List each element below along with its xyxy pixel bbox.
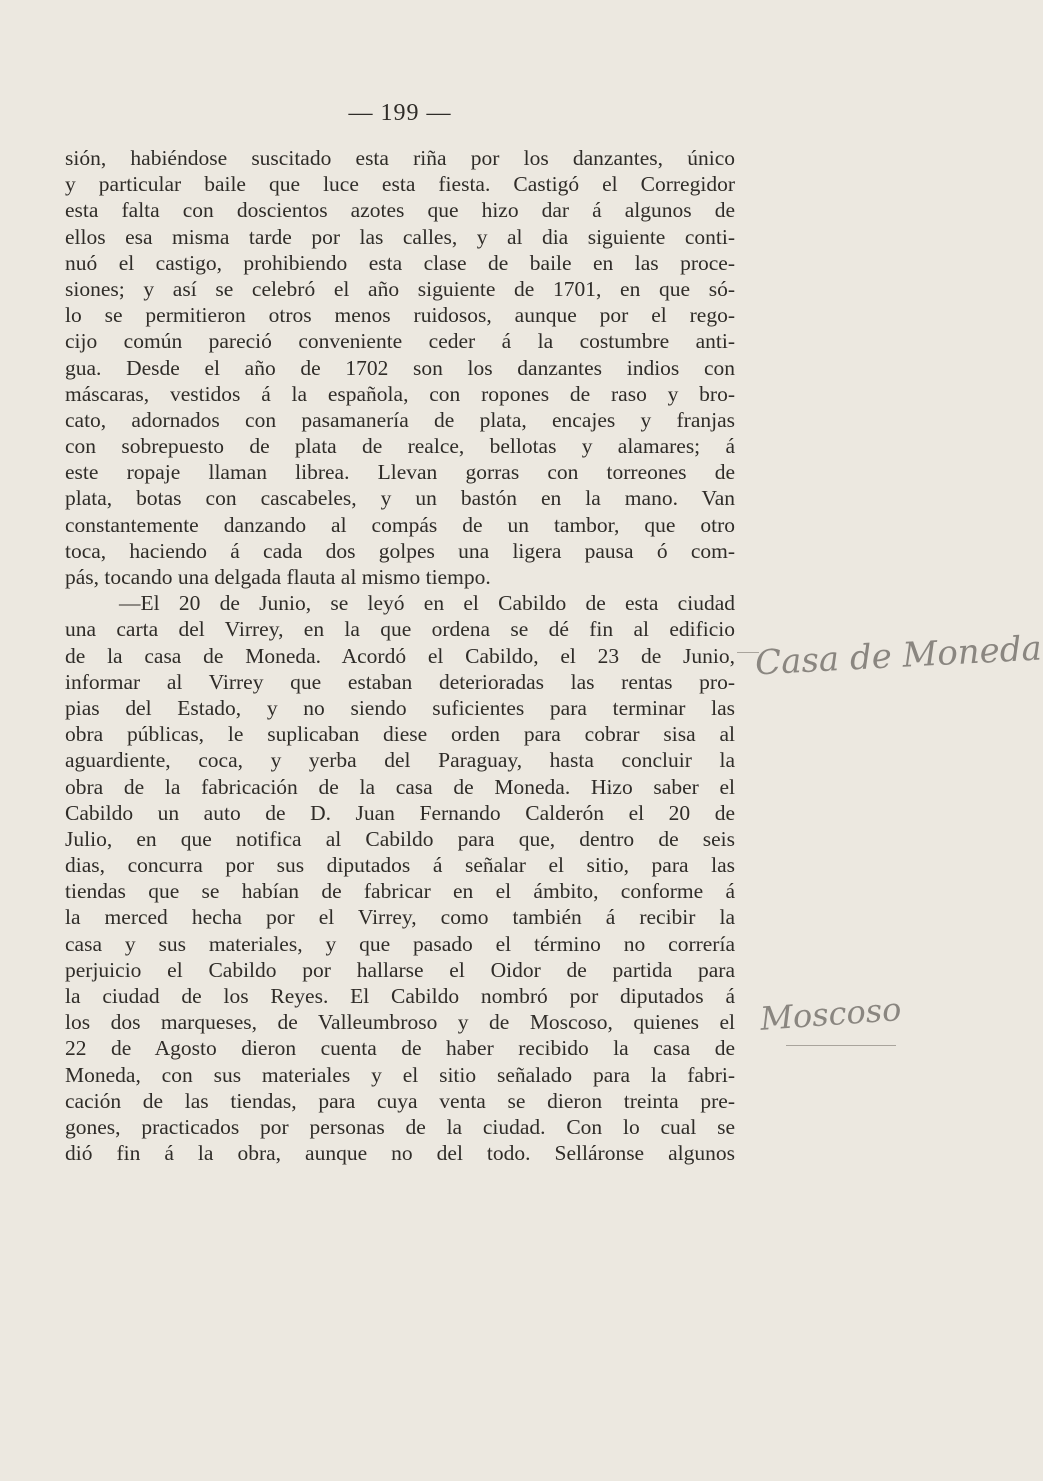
text-line: 22 de Agosto dieron cuenta de haber recibido la casa de xyxy=(65,1036,735,1061)
text-line: lo se permitieron otros menos ruidosos, aunque por el rego- xyxy=(65,303,735,328)
handwritten-margin-note: Casa de Moneda xyxy=(754,628,1043,684)
text-line: este ropaje llaman librea. Llevan gorras con torreones de xyxy=(65,460,735,485)
text-line: siones; y así se celebró el año siguiente de 1701, en que só- xyxy=(65,276,735,301)
text-line: gua. Desde el año de 1702 son los danzantes indios con xyxy=(65,355,735,380)
text-line: la ciudad de los Reyes. El Cabildo nombró por diputados á xyxy=(65,984,735,1008)
text-line: de la casa de Moneda. Acordó el Cabildo, el 23 de Junio, xyxy=(65,643,735,668)
text-line: la merced hecha por el Virrey, como también á recibir la xyxy=(65,905,735,930)
text-line: Moneda, con sus materiales y el sitio señalado para la fabri- xyxy=(65,1062,735,1087)
text-line: casa y sus materiales, y que pasado el término no correría xyxy=(65,931,735,956)
text-line: obra públicas, le suplicaban diese orden para cobrar sisa al xyxy=(65,722,735,747)
text-line: informar al Virrey que estaban deterioradas las rentas pro- xyxy=(65,669,735,694)
text-line: Cabildo un auto de D. Juan Fernando Calderón el 20 de xyxy=(65,800,735,825)
paragraph-start-line: —El 20 de Junio, se leyó en el Cabildo de esta ciudad xyxy=(119,591,735,616)
text-line: dió fin á la obra, aunque no del todo. Selláronse algunos xyxy=(65,1141,735,1166)
text-line: cato, adornados con pasamanería de plata, encajes y franjas xyxy=(65,407,735,432)
page-number: — 199 — xyxy=(348,100,452,126)
text-line: los dos marqueses, de Valleumbroso y de Moscoso, quienes el xyxy=(65,1010,735,1035)
text-line: aguardiente, coca, y yerba del Paraguay, hasta concluir la xyxy=(65,748,735,773)
text-line: Julio, en que notifica al Cabildo para que, dentro de seis xyxy=(65,826,735,851)
text-line: pás, tocando una delgada flauta al mismo tiempo. xyxy=(65,565,491,589)
text-line: esta falta con doscientos azotes que hizo dar á algunos de xyxy=(65,198,735,223)
handwritten-margin-note: Moscoso xyxy=(758,990,903,1038)
text-line: sión, habiéndose suscitado esta riña por los danzantes, único xyxy=(65,146,735,170)
text-line: pias del Estado, y no siendo suficientes para terminar las xyxy=(65,695,735,720)
text-line: y particular baile que luce esta fiesta. Castigó el Corregidor xyxy=(65,172,735,197)
text-line: plata, botas con cascabeles, y un bastón en la mano. Van xyxy=(65,486,735,511)
text-line: una carta del Virrey, en la que ordena se dé fin al edificio xyxy=(65,617,735,642)
body-text xyxy=(65,145,735,1166)
text-line: obra de la fabricación de la casa de Moneda. Hizo saber el xyxy=(65,774,735,799)
text-line: perjuicio el Cabildo por hallarse el Oidor de partida para xyxy=(65,957,735,982)
text-line: ellos esa misma tarde por las calles, y al dia siguiente conti- xyxy=(65,224,735,249)
text-line: dias, concurra por sus diputados á señalar el sitio, para las xyxy=(65,853,735,878)
text-line: máscaras, vestidos á la española, con ropones de raso y bro- xyxy=(65,381,735,406)
margin-note-underline xyxy=(786,1045,896,1046)
text-line: toca, haciendo á cada dos golpes una ligera pausa ó com- xyxy=(65,538,735,563)
text-line: gones, practicados por personas de la ciudad. Con lo cual se xyxy=(65,1114,735,1139)
text-line: cijo común pareció conveniente ceder á la costumbre anti- xyxy=(65,329,735,354)
text-line: constantemente danzando al compás de un tambor, que otro xyxy=(65,512,735,537)
text-line: tiendas que se habían de fabricar en el ámbito, conforme á xyxy=(65,879,735,904)
text-line: cación de las tiendas, para cuya venta se dieron treinta pre- xyxy=(65,1088,735,1113)
text-line: con sobrepuesto de plata de realce, bellotas y alamares; á xyxy=(65,434,735,459)
text-line: nuó el castigo, prohibiendo esta clase de baile en las proce- xyxy=(65,250,735,275)
